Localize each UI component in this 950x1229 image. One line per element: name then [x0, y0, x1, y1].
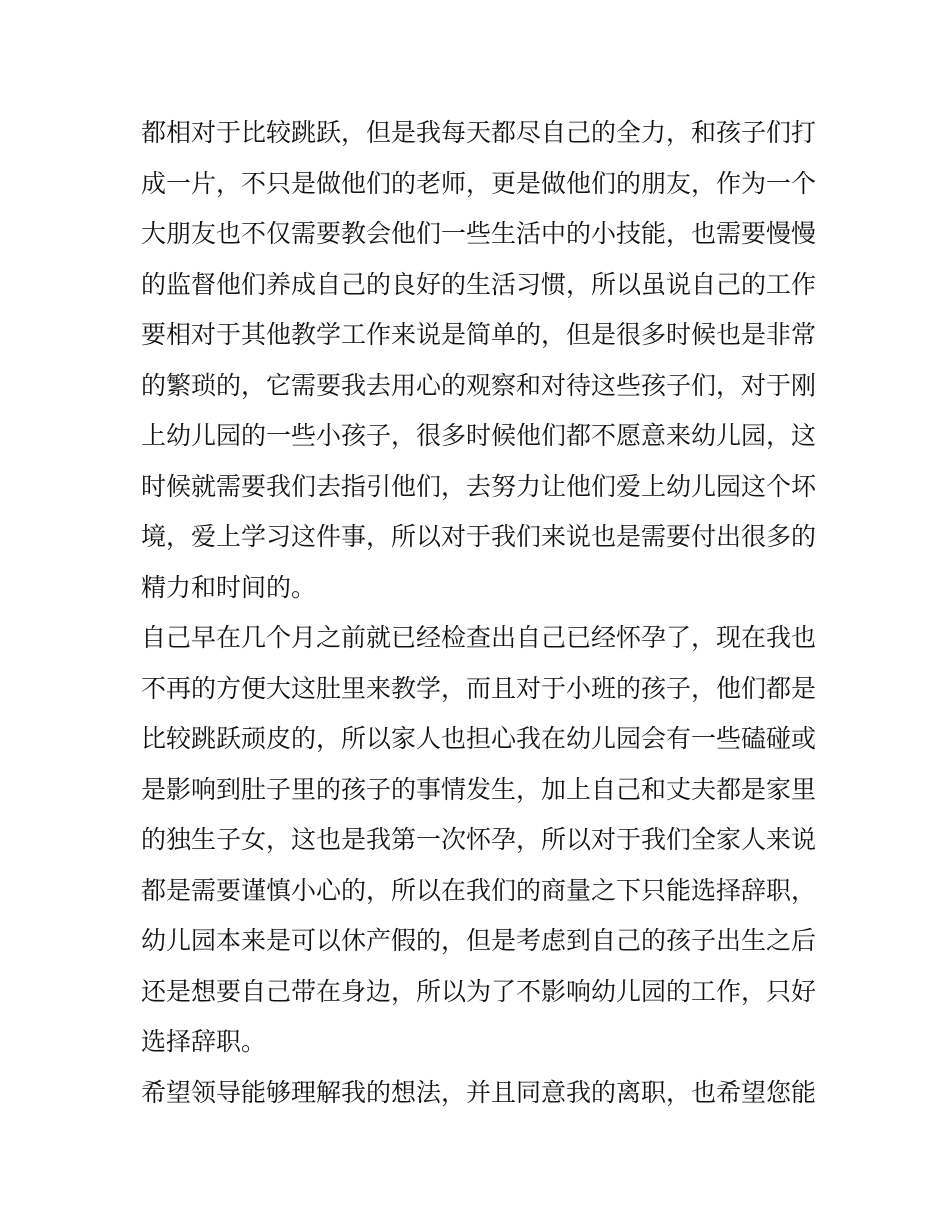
text-line: 是影响到肚子里的孩子的事情发生，加上自己和丈夫都是家里	[141, 774, 817, 804]
text-line: 都是需要谨慎小心的，所以在我们的商量之下只能选择辞职，	[141, 875, 817, 905]
text-line: 幼儿园本来是可以休产假的，但是考虑到自己的孩子出生之后	[141, 926, 817, 955]
text-line: 上幼儿园的一些小孩子，很多时候他们都不愿意来幼儿园，这	[141, 421, 817, 450]
text-line: 还是想要自己带在身边，所以为了不影响幼儿园的工作，只好	[141, 976, 817, 1006]
text-line: 大朋友也不仅需要教会他们一些生活中的小技能，也需要慢慢	[141, 219, 817, 248]
text-line: 自己早在几个月之前就已经检查出自己已经怀孕了，现在我也	[141, 623, 817, 652]
text-line: 时候就需要我们去指引他们，去努力让他们爱上幼儿园这个坏	[141, 471, 817, 501]
text-line: 要相对于其他教学工作来说是简单的，但是很多时候也是非常	[141, 320, 817, 349]
text-line: 的监督他们养成自己的良好的生活习惯，所以虽说自己的工作	[141, 269, 817, 299]
text-line: 精力和时间的。	[141, 572, 317, 602]
text-line: 成一片，不只是做他们的老师，更是做他们的朋友，作为一个	[141, 168, 817, 198]
text-line: 比较跳跃顽皮的，所以家人也担心我在幼儿园会有一些磕碰或	[141, 724, 817, 753]
text-line: 境，爱上学习这件事，所以对于我们来说也是需要付出很多的	[141, 522, 817, 551]
text-line: 的独生子女，这也是我第一次怀孕，所以对于我们全家人来说	[141, 825, 817, 854]
text-line: 的繁琐的，它需要我去用心的观察和对待这些孩子们，对于刚	[141, 370, 817, 400]
text-line: 都相对于比较跳跃，但是我每天都尽自己的全力，和孩子们打	[141, 118, 817, 147]
text-line: 不再的方便大这肚里来教学，而且对于小班的孩子，他们都是	[141, 673, 817, 703]
text-line: 选择辞职。	[141, 1027, 267, 1056]
text-line: 希望领导能够理解我的想法，并且同意我的离职，也希望您能	[141, 1077, 817, 1107]
letter-body	[141, 108, 821, 1118]
